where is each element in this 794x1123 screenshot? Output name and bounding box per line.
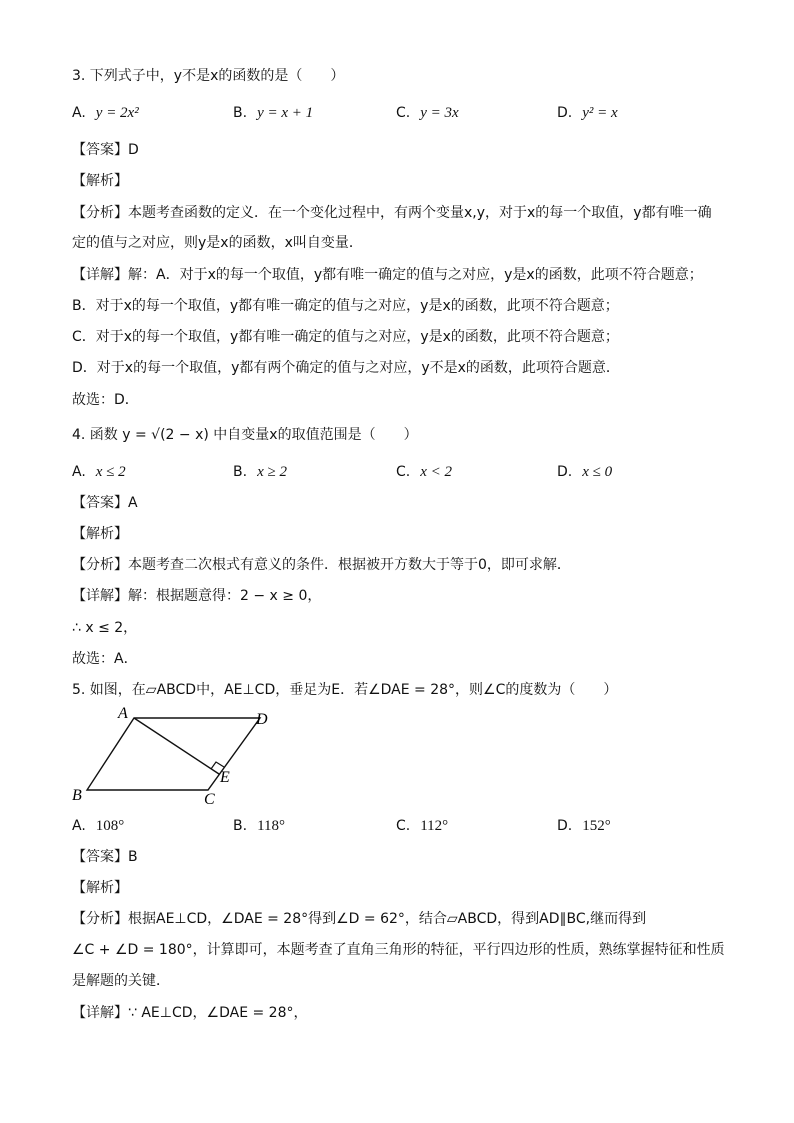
parallelogram-abcd: [87, 718, 260, 790]
option-label: D.: [557, 464, 573, 480]
q3-detail-d: D．对于x的每一个取值，y都有两个确定的值与之对应，y不是x的函数，此项符合题意．: [72, 360, 620, 376]
option-expr: y² = x: [582, 105, 618, 121]
q4-option-d: [557, 462, 612, 482]
q5-option-a: [72, 816, 124, 836]
q5-fenxi-line1: 【分析】根据AE⊥CD，∠DAE = 28°得到∠D = 62°，结合▱ABCD，得到AD∥BC,继而得到: [72, 911, 647, 927]
q5-detail-line1: 【详解】∵ AE⊥CD，∠DAE = 28°，: [72, 1005, 308, 1021]
vertex-label-c: C: [204, 791, 215, 808]
q5-fenxi-line3: 是解题的关键．: [72, 973, 170, 989]
q3-fenxi-line1: 【分析】本题考查函数的定义．在一个变化过程中，有两个变量x,y，对于x的每一个取值，y都有唯一确: [72, 205, 712, 221]
q3-stem: 3. 下列式子中，y不是x的函数的是（ ）: [72, 68, 345, 84]
option-label: B.: [233, 105, 248, 121]
q5-option-b: [233, 816, 285, 836]
option-expr: 118°: [257, 818, 286, 834]
option-label: A.: [72, 464, 86, 480]
q3-option-a: [72, 103, 139, 123]
q5-answer: 【答案】B: [72, 849, 138, 865]
point-label-e: E: [220, 769, 230, 786]
q4-analysis-tag: 【解析】: [72, 526, 128, 542]
option-expr: 108°: [95, 818, 125, 834]
q3-option-d: [557, 103, 618, 123]
q4-option-c: [396, 462, 452, 482]
option-expr: x ≥ 2: [257, 464, 287, 480]
option-expr: y = x + 1: [257, 105, 314, 121]
option-expr: x < 2: [420, 464, 453, 480]
q3-option-b: [233, 103, 313, 123]
q4-answer: 【答案】A: [72, 495, 138, 511]
parallelogram-figure: [70, 706, 290, 808]
q5-fenxi-line2: ∠C + ∠D = 180°，计算即可，本题考查了直角三角形的特征，平行四边形的性质，熟练掌握特征和性质: [72, 942, 725, 958]
option-label: A.: [72, 818, 86, 834]
q3-analysis-tag: 【解析】: [72, 173, 128, 189]
option-expr: 152°: [582, 818, 611, 834]
q5-option-d: [557, 816, 611, 836]
q4-fenxi: 【分析】本题考查二次根式有意义的条件．根据被开方数大于等于0，即可求解．: [72, 557, 571, 573]
q4-stem: 4. 函数 y = √(2 − x) 中自变量x的取值范围是（ ）: [72, 427, 418, 443]
q5-option-c: [396, 816, 448, 836]
vertex-label-d: D: [256, 711, 268, 728]
q3-choose: 故选：D．: [72, 392, 139, 408]
option-expr: x ≤ 0: [582, 464, 613, 480]
vertex-label-a: A: [118, 706, 128, 722]
option-label: C.: [396, 818, 411, 834]
q3-detail-c: C．对于x的每一个取值，y都有唯一确定的值与之对应，y是x的函数，此项不符合题意；: [72, 329, 619, 345]
q5-stem: 5. 如图，在▱ABCD中，AE⊥CD，垂足为E．若∠DAE = 28°，则∠C的度数为（ ）: [72, 682, 618, 698]
option-label: D.: [557, 818, 573, 834]
q4-option-b: [233, 462, 287, 482]
segment-ae: [134, 718, 219, 774]
q3-detail-b: B．对于x的每一个取值，y都有唯一确定的值与之对应，y是x的函数，此项不符合题意；: [72, 298, 619, 314]
q4-detail-line1: 【详解】解：根据题意得：2 − x ≥ 0，: [72, 588, 322, 604]
option-expr: x ≤ 2: [95, 464, 126, 480]
q4-detail-line2: ∴ x ≤ 2，: [72, 620, 138, 636]
option-label: D.: [557, 105, 573, 121]
option-label: C.: [396, 105, 411, 121]
option-label: B.: [233, 818, 248, 834]
q5-analysis-tag: 【解析】: [72, 880, 128, 896]
q3-detail-a: 【详解】解：A．对于x的每一个取值，y都有唯一确定的值与之对应，y是x的函数，此项不符合题意；: [72, 267, 703, 283]
option-expr: y = 2x²: [95, 105, 139, 121]
option-expr: 112°: [420, 818, 449, 834]
option-label: B.: [233, 464, 248, 480]
option-label: C.: [396, 464, 411, 480]
q4-option-a: [72, 462, 126, 482]
vertex-label-b: B: [72, 787, 82, 804]
option-expr: y = 3x: [420, 105, 459, 121]
q3-answer: 【答案】D: [72, 142, 139, 158]
q3-option-c: [396, 103, 459, 123]
q3-fenxi-line2: 定的值与之对应，则y是x的函数，x叫自变量．: [72, 235, 363, 251]
right-angle-mark: [211, 762, 224, 769]
q4-choose: 故选：A．: [72, 651, 138, 667]
option-label: A.: [72, 105, 86, 121]
